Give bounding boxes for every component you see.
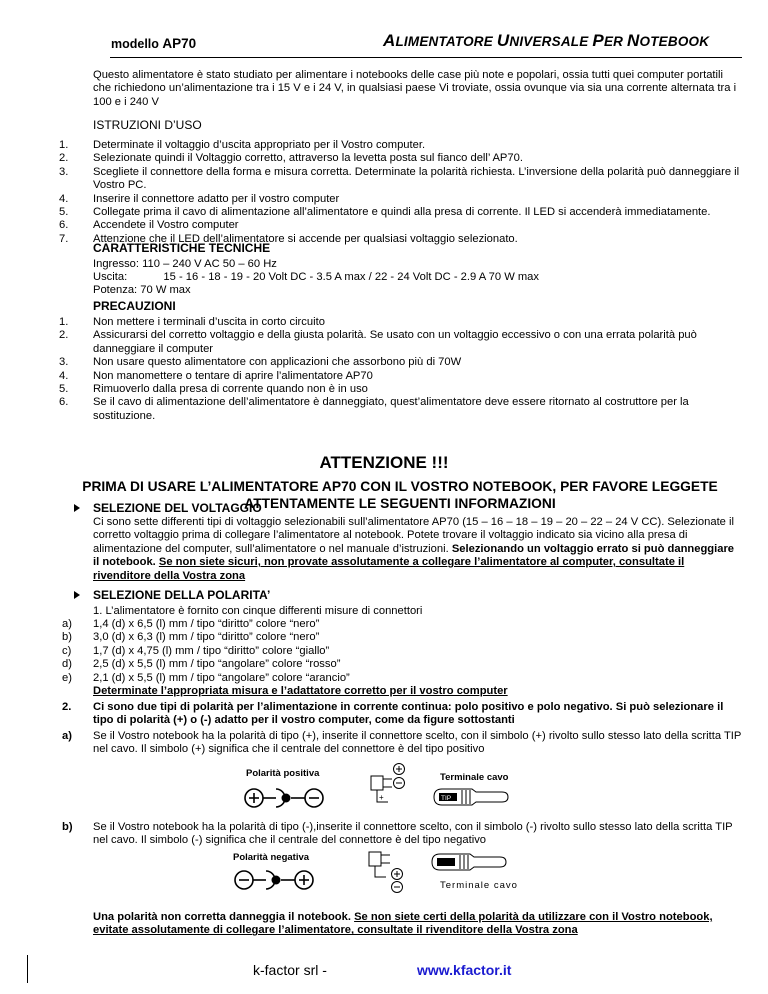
list-item [0,206,745,219]
item-text: Se il cavo di alimentazione dell’alimentatore è danneggiato, quest’alimentatore deve essere ritornato al costruttore per la sostituzione. [93,396,689,422]
tip-label: TIP [441,795,452,802]
a-letter: a) [62,730,72,742]
spec-ingresso: Ingresso: 110 – 240 V AC 50 – 60 Hz [93,258,277,270]
item-number: 4. [59,369,69,382]
item-number: 2. [59,152,69,165]
list-item [0,396,745,423]
item-text: 2,1 (d) x 5,5 (l) mm / tipo “angolare” colore “arancio” [93,671,350,684]
company-name: k-factor srl - [253,962,327,978]
item-number: 5. [59,383,69,396]
item-letter: c) [62,644,72,657]
item-letter: a) [62,618,72,630]
item-number: 7. [59,232,69,245]
item-letter: b) [62,631,72,644]
caratteristiche-title: CARATTERISTICHE TECNICHE [93,241,271,255]
model-code: AP70 [162,36,197,51]
item-number: 3. [59,356,69,369]
final-warning-underline: Se non siete certi della polarità da utilizzare con il Vostro notebook, evitate assolutamente di collegare l’alimentatore, consultate il rivenditore della Vostra zona [93,911,713,937]
item-number: 6. [59,396,69,409]
intro-paragraph: Questo alimentatore è stato studiato per alimentare i notebooks delle case più note e popolari, ossia tutti quei computer portatili che richiedono un’alimentazione tra i 15 V e i 24 V, in qualsiasi paese Vi troviate, ossia ovunque via sia una corrente alternata tra i 100 e i 240 V [93,69,737,108]
fig-cable-label-2: Terminale cavo [440,880,518,891]
list-item [0,658,745,671]
final-warning-bold: Una polarità non corretta danneggia il notebook. [93,911,351,923]
list-item [0,356,745,369]
item-number: 2. [59,329,69,342]
spec-uscita-label: Uscita: [93,271,128,283]
item-text: Collegate prima il cavo di alimentazione all’alimentatore e quindi alla presa di corrente. Il LED si accenderà immediatamente. [93,206,711,219]
item-letter: d) [62,658,72,671]
final-warning [93,911,743,938]
margin-marker [27,955,28,983]
cable-terminal-icon [432,786,512,808]
list-item [0,193,745,206]
precauzioni-title: PRECAUZIONI [93,299,176,313]
connector-plug-icon-negative [366,849,410,893]
voltaggio-title-text: SELEZIONE DEL VOLTAGGIO [93,501,262,515]
item2-text: Ci sono due tipi di polarità per l’alimentazione in corrente continua: polo positivo e polo negativo. Si può selezionare il tipo di polarità (+) o (-) adatto per il vostro computer, come da figure sottostanti [93,701,724,727]
header-divider [110,57,742,58]
list-item [0,329,745,356]
list-item [0,618,745,631]
title-part: U [496,31,510,50]
item-text: Non usare questo alimentatore con applicazioni che assorbono più di 70W [93,356,462,369]
list-item [0,166,745,193]
item-text: Attenzione che il LED dell’alimentatore si accende per qualsiasi voltaggio selezionato. [93,232,518,245]
title-part: N [627,31,640,50]
polarita-title-text: SELEZIONE DELLA POLARITA’ [93,588,271,602]
connettori-list [0,618,745,685]
polarita-item1: 1. L’alimentatore è fornito con cinque differenti misure di connettori [93,605,423,617]
title-part: A [383,31,396,50]
title-part: ER [603,34,628,49]
list-item [0,672,745,685]
item-text: Inserire il connettore adatto per il vostro computer [93,192,340,205]
item-text: Scegliete il connettore della forma e misura corretta. Determinate la polarità richiesta. L’inversione della polarità può danneggiare il Vostro PC. [93,165,740,192]
list-item [0,645,745,658]
item-number: 4. [59,192,69,205]
attenzione-subtitle: PRIMA DI USARE L’ALIMENTATORE AP70 CON IL VOSTRO NOTEBOOK, PER FAVORE LEGGETE ATTENTAMENTE LE SEGUENTI INFORMAZIONI [82,479,718,511]
fig-cable-label: Terminale cavo [440,772,509,783]
item-text: Accendete il Vostro computer [93,219,239,232]
voltaggio-warning-bold: Selezionando un voltaggio errato si può danneggiare il notebook. [93,542,735,569]
voltaggio-title [74,502,262,515]
item-number: 3. [59,165,69,178]
item-number: 1. [59,316,69,328]
item-text: 2,5 (d) x 5,5 (l) mm / tipo “angolare” colore “rosso” [93,658,341,671]
item-text: 1,7 (d) x 4,75 (l) mm / tipo “diritto” colore “giallo” [93,644,330,657]
voltaggio-body [93,516,743,583]
list-item [0,139,745,152]
item-letter: e) [62,671,72,684]
connector-plug-icon [368,762,412,806]
list-item [0,370,745,383]
item-text: Selezionate quindi il Voltaggio corretto, attraverso la levetta posta sul fianco dell’ AP70. [93,152,523,165]
item-text: 3,0 (d) x 6,3 (l) mm / tipo “diritto” colore “nero” [93,631,320,644]
precauzioni-list [0,316,745,423]
attenzione-title: ATTENZIONE !!! [319,453,449,472]
item-text: Non mettere i terminali d’uscita in corto circuito [93,316,325,328]
item-text: Non manomettere o tentare di aprire l’alimentatore AP70 [93,369,373,382]
item-number: 6. [59,219,69,232]
b-text: Se il Vostro notebook ha la polarità di tipo (-),inserite il connettore scelto, con il simbolo (-) rivolto sullo stesso lato della scritta TIP nel cavo. Il simbolo (-) significa che il centrale del connettore è del tipo negativo [93,821,733,847]
spec-uscita-value: 15 - 16 - 18 - 19 - 20 Volt DC - 3.5 A max / 22 - 24 Volt DC - 2.9 A 70 W max [163,271,539,283]
list-item [0,383,745,396]
list-item [0,316,745,329]
determinate-note: Determinate l’appropriata misura e l’adattatore corretto per il vostro computer [93,685,508,697]
title-part: P [592,31,604,50]
item-text: 1,4 (d) x 6,5 (l) mm / tipo “diritto” colore “nero” [93,618,320,630]
website-link[interactable]: www.kfactor.it [417,962,512,978]
title-part: LIMENTATORE [395,34,497,49]
positive-polarity-symbol [240,785,330,811]
cable-terminal-icon-negative [430,851,510,873]
spec-uscita [93,271,743,284]
model-prefix: modello [111,37,159,51]
item-text: Determinate il voltaggio d’uscita appropriato per il Vostro computer. [93,139,426,151]
list-item [0,219,745,232]
model-label [111,37,196,51]
document-title [383,31,710,50]
a-text: Se il Vostro notebook ha la polarità di tipo (+), inserite il connettore scelto, con il simbolo (+) rivolto sullo stesso lato della scritta TIP nel cavo. Il simbolo (+) significa che il centrale del connettore è del tipo positivo [93,730,742,756]
voltaggio-warning-underline: Se non siete sicuri, non provate assolutamente a collegare l’alimentatore al computer, consultate il rivenditore della Vostra zona [93,556,685,582]
item2-number: 2. [62,701,72,713]
istruzioni-list [0,139,745,246]
title-part: OTEBOOK [639,34,710,49]
spec-potenza: Potenza: 70 W max [93,284,191,296]
b-letter: b) [62,821,73,833]
istruzioni-title: ISTRUZIONI D’USO [93,118,202,132]
fig-negative-label: Polarità negativa [233,852,310,863]
title-part: NIVERSALE [509,34,593,49]
item-number: 5. [59,206,69,219]
item-text: Assicurarsi del corretto voltaggio e della giusta polarità. Se usato con un voltaggio eccessivo o con una errata polarità può danneggiare il computer [93,329,697,355]
list-item [0,152,745,165]
polarita-title [74,589,270,602]
voltaggio-text: Ci sono sette differenti tipi di voltaggio selezionabili sull’alimentatore AP70 (15 – 16 – 18 – 19 – 20 – 22 – 24 V CC). Selezionate il corretto voltaggio prima di collegare l’alimentatore al notebook. Potete trovare il voltaggio indicato sia vicino alla presa di alimentazione del computer, sull’alimentatore o nel manuale d’istruzioni. [93,516,734,555]
item-number: 1. [59,139,69,151]
item-text: Rimuoverlo dalla presa di corrente quando non è in uso [93,383,368,396]
list-item [0,631,745,644]
svg-text:+: + [379,793,384,802]
fig-positive-label: Polarità positiva [246,768,320,779]
negative-polarity-symbol [230,867,320,893]
